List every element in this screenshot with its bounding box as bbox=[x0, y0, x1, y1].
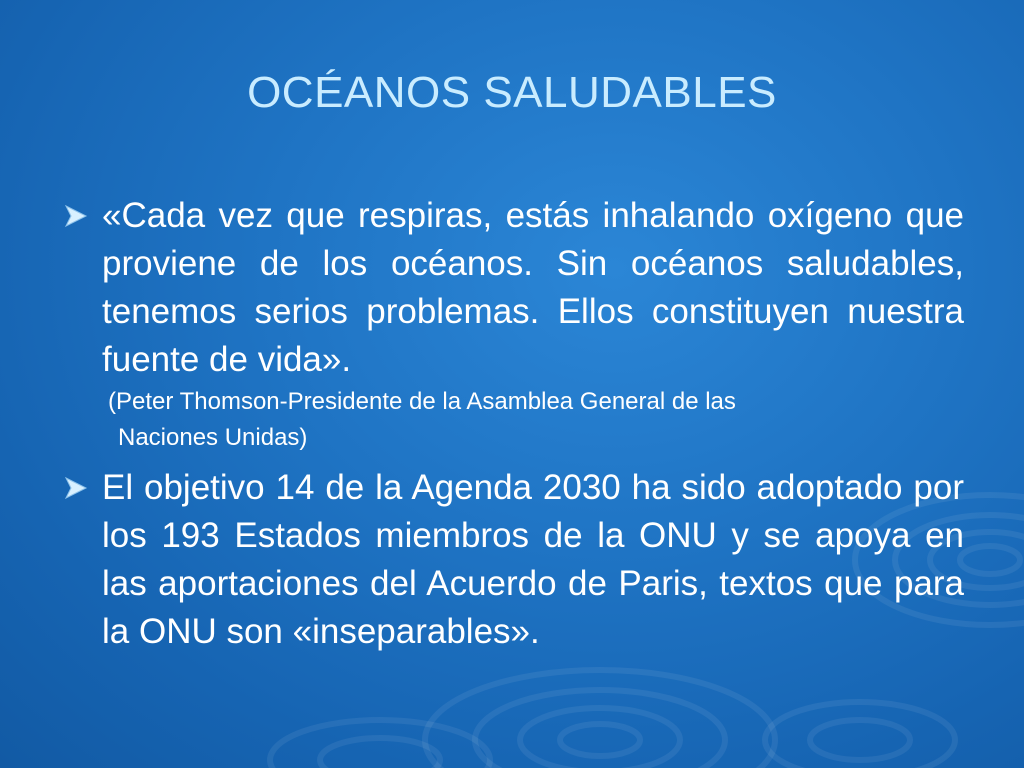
citation-line-1: (Peter Thomson-Presidente de la Asamblea General de las bbox=[108, 388, 736, 415]
arrow-bullet-icon bbox=[62, 202, 90, 230]
quote-paragraph: «Cada vez que respiras, estás inhalando oxígeno que proviene de los océanos. Sin océanos saludables, tenemos serios problemas. Ellos constituyen nuestra fuente de vida». bbox=[102, 196, 964, 379]
bullet-item bbox=[62, 192, 964, 456]
quote-citation bbox=[102, 384, 964, 456]
bullet-list bbox=[62, 192, 964, 656]
arrow-bullet-icon bbox=[62, 474, 90, 502]
agenda-paragraph: El objetivo 14 de la Agenda 2030 ha sido adoptado por los 193 Estados miembros de la ONU y se apoya en las aportaciones del Acuerdo de Paris, textos que para la ONU son «inseparables». bbox=[102, 468, 964, 651]
slide-title: OCÉANOS SALUDABLES bbox=[247, 68, 777, 117]
bullet-item bbox=[62, 464, 964, 656]
citation-line-2: Naciones Unidas) bbox=[118, 424, 308, 451]
